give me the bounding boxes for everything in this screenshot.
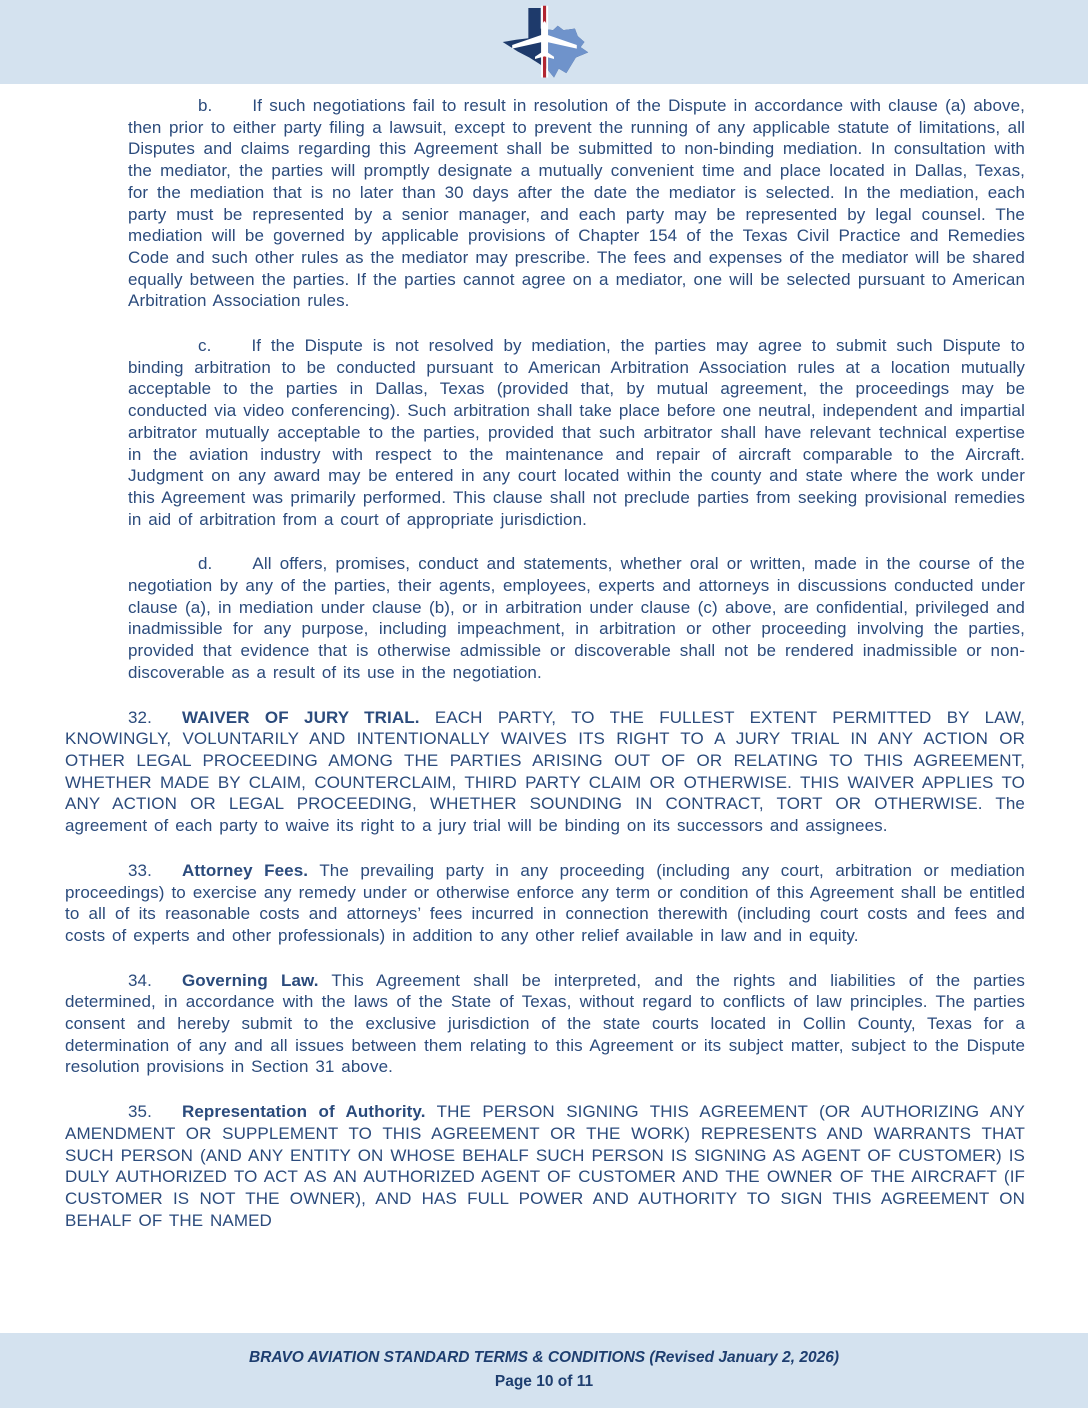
section-33-text: The prevailing party in any proceeding (including any court, arbitration or mediation proceedings) to exercise any remedy under or otherwise enforce any term or condition of this Agreement shall be entitled to all of its reasonable costs and attorneys’ fees incurred in connection therewith (including court costs and fees and costs of experts and other professionals) in addition to any other relief available in law and in equity. [65,860,1025,945]
section-35-representation-of-authority [65,1101,1025,1231]
footer-document-title: BRAVO AVIATION STANDARD TERMS & CONDITIONS (Revised January 2, 2026) [249,1349,839,1366]
bravo-aviation-texas-airplane-logo [497,5,592,79]
section-34-number: 34. [128,970,152,990]
footer-band [0,1333,1088,1408]
clause-b [128,95,1025,312]
section-32-waiver-of-jury-trial [65,707,1025,837]
clause-d-label: d. [198,554,213,574]
document-body [65,95,1025,1325]
section-34-text: This Agreement shall be interpreted, and the rights and liabilities of the parties determined, in accordance with the laws of the State of Texas, without regard to conflicts of law principles. The parties consent and hereby submit to the exclusive jurisdiction of the state courts located in Collin County, Texas for a determination of any and all issues between them relating to this Agreement or its subject matter, subject to the Dispute resolution provisions in Section 31 above. [65,970,1025,1077]
clause-b-label: b. [198,96,213,115]
section-32-text: EACH PARTY, TO THE FULLEST EXTENT PERMITTED BY LAW, KNOWINGLY, VOLUNTARILY AND INTENTIONALLY WAIVES ITS RIGHT TO A JURY TRIAL IN ANY ACTION OR OTHER LEGAL PROCEEDING AMONG THE PARTIES ARISING OUT OF OR RELATING TO THIS AGREEMENT, WHETHER MADE BY CLAIM, COUNTERCLAIM, THIRD PARTY CLAIM OR OTHERWISE. THIS WAIVER APPLIES TO ANY ACTION OR LEGAL PROCEEDING, WHETHER SOUNDING IN CONTRACT, TORT OR OTHERWISE. The agreement of each party to waive its right to a jury trial will be binding on its successors and assignees. [65,707,1025,836]
section-34-governing-law [65,970,1025,1079]
section-32-heading: WAIVER OF JURY TRIAL. [181,707,420,727]
clause-b-text: If such negotiations fail to result in resolution of the Dispute in accordance with clause (a) above, then prior to either party filing a lawsuit, except to prevent the running of any applicable statute of limitations, all Disputes and claims regarding this Agreement shall be submitted to non-binding mediation. In consultation with the mediator, the parties will promptly designate a mutually convenient time and place located in Dallas, Texas, for the mediation that is no later than 30 days after the date the mediator is selected. In the mediation, each party must be represented by a senior manager, and each party may be represented by legal counsel. The mediation will be governed by applicable provisions of Chapter 154 of the Texas Civil Practice and Remedies Code and such other rules as the mediator may prescribe. The fees and expenses of the mediator will be shared equally between the parties. If the parties cannot agree on a mediator, one will be selected pursuant to American Arbitration Association rules. [128,96,1025,311]
section-35-heading: Representation of Authority. [181,1102,426,1122]
section-34-heading: Governing Law. [181,970,319,990]
clause-c-label: c. [198,336,212,356]
section-35-text: THE PERSON SIGNING THIS AGREEMENT (OR AUTHORIZING ANY AMENDMENT OR SUPPLEMENT TO THIS AGREEMENT OR THE WORK) REPRESENTS AND WARRANTS THAT SUCH PERSON (AND ANY ENTITY ON WHOSE BEHALF SUCH PERSON IS SIGNING AS AGENT OF CUSTOMER) IS DULY AUTHORIZED TO ACT AS AN AUTHORIZED AGENT OF CUSTOMER AND THE OWNER OF THE AIRCRAFT (IF CUSTOMER IS NOT THE OWNER), AND HAS FULL POWER AND AUTHORITY TO SIGN THIS AGREEMENT ON BEHALF OF THE NAMED [65,1102,1025,1230]
section-32-number: 32. [128,707,152,727]
section-33-number: 33. [128,860,152,880]
header-band [0,0,1088,84]
clause-d-text: All offers, promises, conduct and statements, whether oral or written, made in the course of the negotiation by any of the parties, their agents, employees, experts and attorneys in discussions conducted under clause (a), in mediation under clause (b), or in arbitration under clause (c) above, are confidential, privileged and inadmissible for any purpose, including impeachment, in arbitration or other proceeding involving the parties, provided that evidence that is otherwise admissible or discoverable shall not be rendered inadmissible or non-discoverable as a result of its use in the negotiation. [128,554,1025,682]
section-33-attorney-fees [65,860,1025,947]
section-33-heading: Attorney Fees. [181,860,309,880]
clause-c [128,335,1025,530]
footer-page-number: Page 10 of 11 [494,1373,594,1390]
section-35-number: 35. [128,1102,152,1122]
clause-d [128,553,1025,683]
clause-c-text: If the Dispute is not resolved by mediation, the parties may agree to submit such Dispute to binding arbitration to be conducted pursuant to American Arbitration Association rules at a location mutually acceptable to the parties in Dallas, Texas (provided that, by mutual agreement, the proceedings may be conducted via video conferencing). Such arbitration shall take place before one neutral, independent and impartial arbitrator mutually acceptable to the parties, provided that such arbitrator shall have relevant technical expertise in the aviation industry with respect to the maintenance and repair of aircraft comparable to the Aircraft. Judgment on any award may be entered in any court located within the county and state where the work under this Agreement was primarily performed. This clause shall not preclude parties from seeking provisional remedies in aid of arbitration from a court of appropriate jurisdiction. [128,336,1025,529]
